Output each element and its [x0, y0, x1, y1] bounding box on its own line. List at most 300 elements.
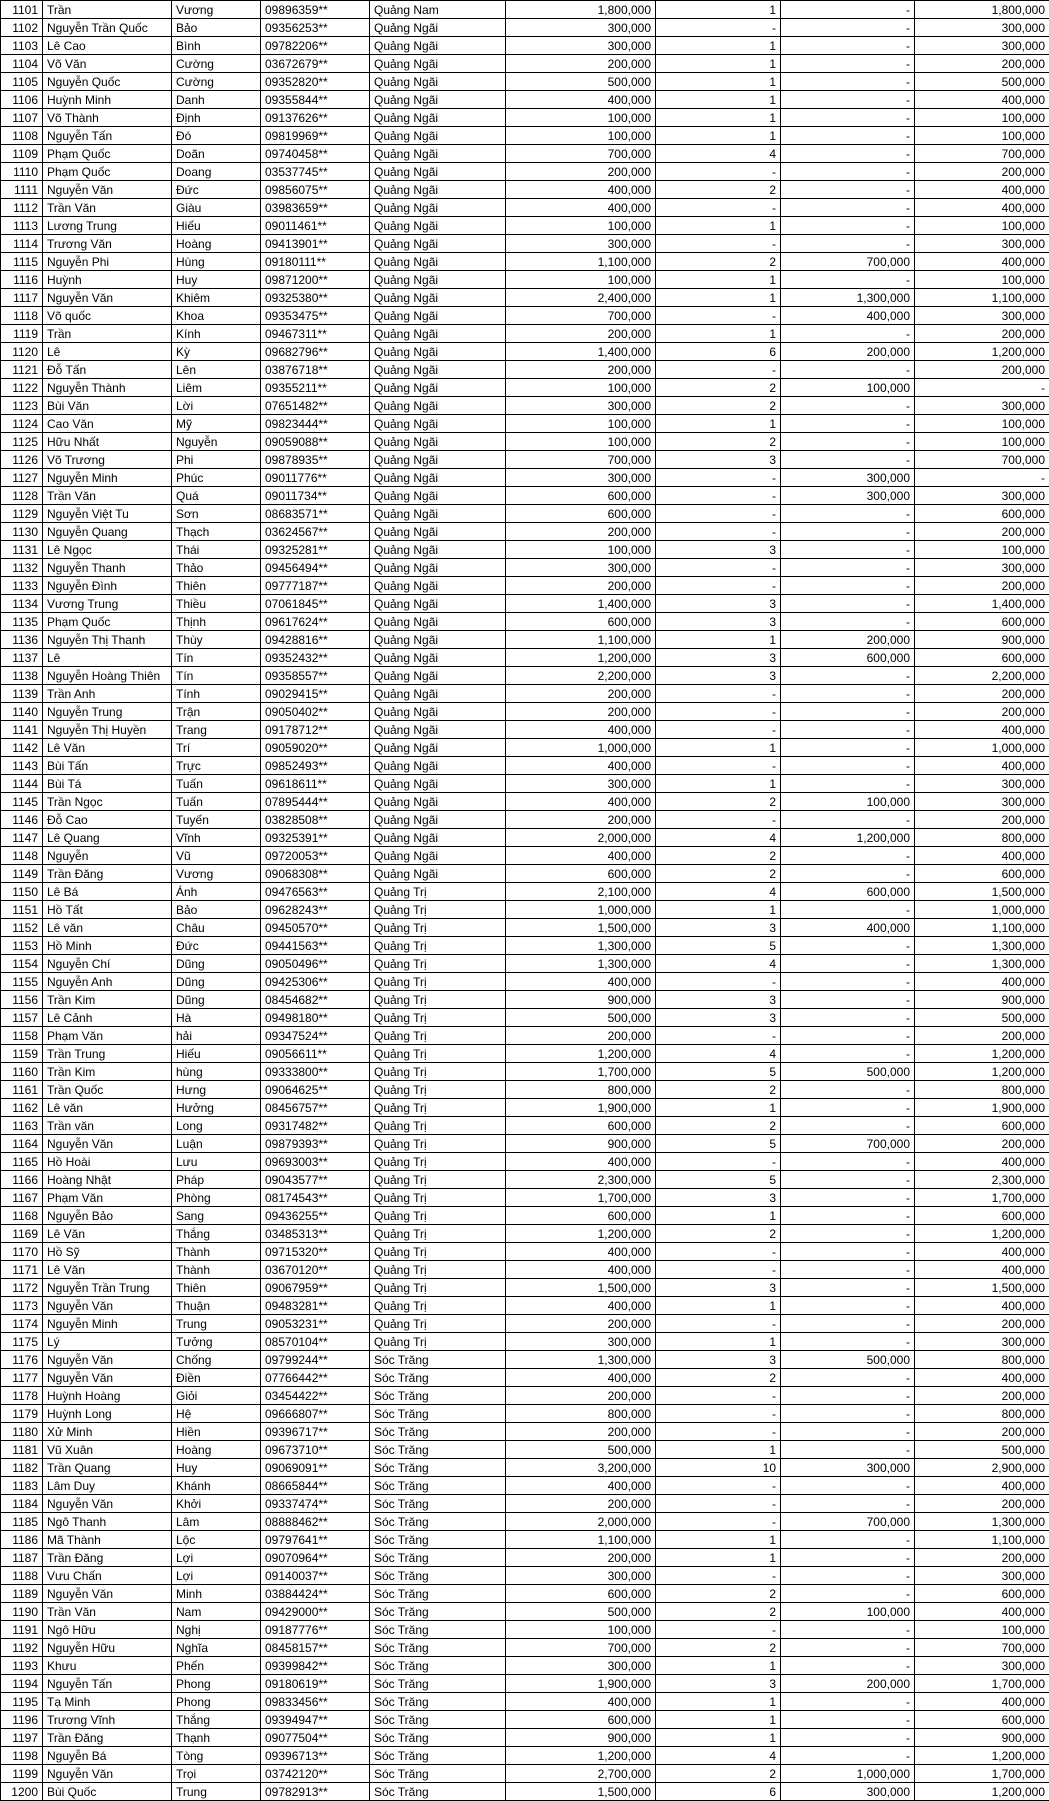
count-cell[interactable]: 2 — [656, 181, 781, 199]
amount-cell[interactable]: 1,400,000 — [506, 343, 656, 361]
count-cell[interactable]: 10 — [656, 1459, 781, 1477]
total-cell[interactable]: 400,000 — [915, 181, 1049, 199]
phone-cell[interactable]: 09856075** — [261, 181, 370, 199]
total-cell[interactable]: 600,000 — [915, 1207, 1049, 1225]
deduction-cell[interactable]: - — [781, 973, 915, 991]
row-number-cell[interactable]: 1164 — [1, 1135, 43, 1153]
province-cell[interactable]: Quảng Trị — [370, 1279, 506, 1297]
count-cell[interactable]: - — [656, 361, 781, 379]
phone-cell[interactable]: 09450570** — [261, 919, 370, 937]
last-middle-name-cell[interactable]: Nguyễn Văn — [43, 1765, 172, 1783]
phone-cell[interactable]: 03670120** — [261, 1261, 370, 1279]
row-number-cell[interactable]: 1190 — [1, 1603, 43, 1621]
amount-cell[interactable]: 2,700,000 — [506, 1765, 656, 1783]
total-cell[interactable]: 800,000 — [915, 1081, 1049, 1099]
count-cell[interactable]: 2 — [656, 793, 781, 811]
deduction-cell[interactable]: 700,000 — [781, 253, 915, 271]
amount-cell[interactable]: 1,700,000 — [506, 1063, 656, 1081]
deduction-cell[interactable]: - — [781, 1333, 915, 1351]
row-number-cell[interactable]: 1105 — [1, 73, 43, 91]
amount-cell[interactable]: 1,500,000 — [506, 1279, 656, 1297]
total-cell[interactable]: 400,000 — [915, 1477, 1049, 1495]
count-cell[interactable]: 1 — [656, 217, 781, 235]
row-number-cell[interactable]: 1131 — [1, 541, 43, 559]
total-cell[interactable]: 200,000 — [915, 1315, 1049, 1333]
last-middle-name-cell[interactable]: Nguyễn Văn — [43, 289, 172, 307]
amount-cell[interactable]: 600,000 — [506, 487, 656, 505]
phone-cell[interactable]: 09682796** — [261, 343, 370, 361]
total-cell[interactable]: 2,300,000 — [915, 1171, 1049, 1189]
count-cell[interactable]: 3 — [656, 667, 781, 685]
count-cell[interactable]: 1 — [656, 739, 781, 757]
phone-cell[interactable]: 09333800** — [261, 1063, 370, 1081]
deduction-cell[interactable]: - — [781, 361, 915, 379]
province-cell[interactable]: Quảng Trị — [370, 1153, 506, 1171]
phone-cell[interactable]: 09317482** — [261, 1117, 370, 1135]
deduction-cell[interactable]: - — [781, 37, 915, 55]
phone-cell[interactable]: 09011461** — [261, 217, 370, 235]
first-name-cell[interactable]: Thiều — [172, 595, 261, 613]
amount-cell[interactable]: 200,000 — [506, 1387, 656, 1405]
deduction-cell[interactable]: 200,000 — [781, 1675, 915, 1693]
province-cell[interactable]: Quảng Trị — [370, 1063, 506, 1081]
amount-cell[interactable]: 1,100,000 — [506, 1531, 656, 1549]
deduction-cell[interactable]: - — [781, 1585, 915, 1603]
phone-cell[interactable]: 09347524** — [261, 1027, 370, 1045]
phone-cell[interactable]: 09140037** — [261, 1567, 370, 1585]
total-cell[interactable]: 300,000 — [915, 1657, 1049, 1675]
deduction-cell[interactable]: - — [781, 1207, 915, 1225]
phone-cell[interactable]: 09180619** — [261, 1675, 370, 1693]
row-number-cell[interactable]: 1166 — [1, 1171, 43, 1189]
first-name-cell[interactable]: Hệ — [172, 1405, 261, 1423]
count-cell[interactable]: - — [656, 1027, 781, 1045]
count-cell[interactable]: 2 — [656, 1603, 781, 1621]
count-cell[interactable]: 1 — [656, 901, 781, 919]
count-cell[interactable]: 2 — [656, 1639, 781, 1657]
total-cell[interactable]: 200,000 — [915, 685, 1049, 703]
province-cell[interactable]: Sóc Trăng — [370, 1693, 506, 1711]
province-cell[interactable]: Quảng Ngãi — [370, 379, 506, 397]
last-middle-name-cell[interactable]: Lâm Duy — [43, 1477, 172, 1495]
first-name-cell[interactable]: Hùng — [172, 253, 261, 271]
last-middle-name-cell[interactable]: Võ Văn — [43, 55, 172, 73]
row-number-cell[interactable]: 1169 — [1, 1225, 43, 1243]
total-cell[interactable]: 1,200,000 — [915, 343, 1049, 361]
last-middle-name-cell[interactable]: Trần — [43, 325, 172, 343]
row-number-cell[interactable]: 1147 — [1, 829, 43, 847]
phone-cell[interactable]: 09396713** — [261, 1747, 370, 1765]
deduction-cell[interactable]: - — [781, 1405, 915, 1423]
deduction-cell[interactable]: 1,000,000 — [781, 1765, 915, 1783]
count-cell[interactable]: 1 — [656, 73, 781, 91]
deduction-cell[interactable]: - — [781, 1423, 915, 1441]
amount-cell[interactable]: 400,000 — [506, 847, 656, 865]
province-cell[interactable]: Sóc Trăng — [370, 1477, 506, 1495]
deduction-cell[interactable]: - — [781, 91, 915, 109]
first-name-cell[interactable]: Hà — [172, 1009, 261, 1027]
last-middle-name-cell[interactable]: Vưu Chấn — [43, 1567, 172, 1585]
count-cell[interactable]: - — [656, 19, 781, 37]
amount-cell[interactable]: 200,000 — [506, 523, 656, 541]
first-name-cell[interactable]: Tính — [172, 685, 261, 703]
total-cell[interactable]: 200,000 — [915, 1387, 1049, 1405]
row-number-cell[interactable]: 1182 — [1, 1459, 43, 1477]
province-cell[interactable]: Quảng Ngãi — [370, 181, 506, 199]
first-name-cell[interactable]: Dũng — [172, 973, 261, 991]
deduction-cell[interactable]: - — [781, 685, 915, 703]
first-name-cell[interactable]: Châu — [172, 919, 261, 937]
last-middle-name-cell[interactable]: Nguyễn Minh — [43, 1315, 172, 1333]
count-cell[interactable]: 1 — [656, 325, 781, 343]
phone-cell[interactable]: 03454422** — [261, 1387, 370, 1405]
province-cell[interactable]: Quảng Trị — [370, 1225, 506, 1243]
last-middle-name-cell[interactable]: Bùi Tá — [43, 775, 172, 793]
amount-cell[interactable]: 200,000 — [506, 1549, 656, 1567]
phone-cell[interactable]: 09355211** — [261, 379, 370, 397]
amount-cell[interactable]: 700,000 — [506, 307, 656, 325]
count-cell[interactable]: 1 — [656, 1099, 781, 1117]
phone-cell[interactable]: 09425306** — [261, 973, 370, 991]
phone-cell[interactable]: 09476563** — [261, 883, 370, 901]
phone-cell[interactable]: 09715320** — [261, 1243, 370, 1261]
province-cell[interactable]: Sóc Trăng — [370, 1549, 506, 1567]
phone-cell[interactable]: 09059020** — [261, 739, 370, 757]
total-cell[interactable]: 200,000 — [915, 1549, 1049, 1567]
count-cell[interactable]: - — [656, 703, 781, 721]
phone-cell[interactable]: 09325281** — [261, 541, 370, 559]
first-name-cell[interactable]: Trang — [172, 721, 261, 739]
count-cell[interactable]: - — [656, 1153, 781, 1171]
last-middle-name-cell[interactable]: Trần Kim — [43, 1063, 172, 1081]
amount-cell[interactable]: 2,000,000 — [506, 1513, 656, 1531]
deduction-cell[interactable]: 100,000 — [781, 379, 915, 397]
phone-cell[interactable]: 03672679** — [261, 55, 370, 73]
amount-cell[interactable]: 300,000 — [506, 559, 656, 577]
amount-cell[interactable]: 100,000 — [506, 127, 656, 145]
row-number-cell[interactable]: 1171 — [1, 1261, 43, 1279]
row-number-cell[interactable]: 1160 — [1, 1063, 43, 1081]
total-cell[interactable]: 200,000 — [915, 55, 1049, 73]
last-middle-name-cell[interactable]: Lê Cảnh — [43, 1009, 172, 1027]
province-cell[interactable]: Sóc Trăng — [370, 1567, 506, 1585]
amount-cell[interactable]: 200,000 — [506, 325, 656, 343]
total-cell[interactable]: 700,000 — [915, 451, 1049, 469]
last-middle-name-cell[interactable]: Tạ Minh — [43, 1693, 172, 1711]
last-middle-name-cell[interactable]: Bùi Văn — [43, 397, 172, 415]
row-number-cell[interactable]: 1125 — [1, 433, 43, 451]
province-cell[interactable]: Sóc Trăng — [370, 1387, 506, 1405]
deduction-cell[interactable]: - — [781, 1045, 915, 1063]
first-name-cell[interactable]: Khoa — [172, 307, 261, 325]
first-name-cell[interactable]: Thuận — [172, 1297, 261, 1315]
deduction-cell[interactable]: - — [781, 667, 915, 685]
first-name-cell[interactable]: Thùy — [172, 631, 261, 649]
total-cell[interactable]: 100,000 — [915, 127, 1049, 145]
total-cell[interactable]: 1,000,000 — [915, 739, 1049, 757]
row-number-cell[interactable]: 1145 — [1, 793, 43, 811]
row-number-cell[interactable]: 1139 — [1, 685, 43, 703]
first-name-cell[interactable]: Đức — [172, 181, 261, 199]
deduction-cell[interactable]: 200,000 — [781, 343, 915, 361]
row-number-cell[interactable]: 1137 — [1, 649, 43, 667]
total-cell[interactable]: 1,000,000 — [915, 901, 1049, 919]
amount-cell[interactable]: 400,000 — [506, 199, 656, 217]
first-name-cell[interactable]: Phúc — [172, 469, 261, 487]
province-cell[interactable]: Sóc Trăng — [370, 1639, 506, 1657]
last-middle-name-cell[interactable]: Ngô Thanh — [43, 1513, 172, 1531]
amount-cell[interactable]: 200,000 — [506, 811, 656, 829]
total-cell[interactable]: 200,000 — [915, 1423, 1049, 1441]
count-cell[interactable]: - — [656, 523, 781, 541]
total-cell[interactable]: 1,300,000 — [915, 937, 1049, 955]
total-cell[interactable]: 2,900,000 — [915, 1459, 1049, 1477]
row-number-cell[interactable]: 1112 — [1, 199, 43, 217]
row-number-cell[interactable]: 1158 — [1, 1027, 43, 1045]
count-cell[interactable]: 3 — [656, 1189, 781, 1207]
deduction-cell[interactable]: - — [781, 721, 915, 739]
first-name-cell[interactable]: Lâm — [172, 1513, 261, 1531]
total-cell[interactable]: 1,200,000 — [915, 1063, 1049, 1081]
phone-cell[interactable]: 09137626** — [261, 109, 370, 127]
row-number-cell[interactable]: 1183 — [1, 1477, 43, 1495]
row-number-cell[interactable]: 1143 — [1, 757, 43, 775]
count-cell[interactable]: 2 — [656, 1585, 781, 1603]
last-middle-name-cell[interactable]: Huỳnh Hoàng — [43, 1387, 172, 1405]
province-cell[interactable]: Quảng Trị — [370, 1261, 506, 1279]
row-number-cell[interactable]: 1115 — [1, 253, 43, 271]
last-middle-name-cell[interactable]: Nguyễn Trần Quốc — [43, 19, 172, 37]
first-name-cell[interactable]: Doang — [172, 163, 261, 181]
row-number-cell[interactable]: 1192 — [1, 1639, 43, 1657]
province-cell[interactable]: Quảng Ngãi — [370, 685, 506, 703]
first-name-cell[interactable]: Lợi — [172, 1549, 261, 1567]
last-middle-name-cell[interactable]: Hồ Minh — [43, 937, 172, 955]
total-cell[interactable]: 400,000 — [915, 1369, 1049, 1387]
deduction-cell[interactable]: - — [781, 1567, 915, 1585]
phone-cell[interactable]: 09740458** — [261, 145, 370, 163]
phone-cell[interactable]: 08570104** — [261, 1333, 370, 1351]
province-cell[interactable]: Quảng Ngãi — [370, 505, 506, 523]
deduction-cell[interactable]: - — [781, 217, 915, 235]
row-number-cell[interactable]: 1138 — [1, 667, 43, 685]
province-cell[interactable]: Sóc Trăng — [370, 1369, 506, 1387]
amount-cell[interactable]: 400,000 — [506, 973, 656, 991]
total-cell[interactable]: 600,000 — [915, 1585, 1049, 1603]
total-cell[interactable]: 100,000 — [915, 109, 1049, 127]
first-name-cell[interactable]: Vương — [172, 865, 261, 883]
amount-cell[interactable]: 400,000 — [506, 1477, 656, 1495]
phone-cell[interactable]: 09498180** — [261, 1009, 370, 1027]
last-middle-name-cell[interactable]: Nguyễn Đình — [43, 577, 172, 595]
first-name-cell[interactable]: Hiếu — [172, 1045, 261, 1063]
amount-cell[interactable]: 200,000 — [506, 685, 656, 703]
last-middle-name-cell[interactable]: Nguyễn Trần Trung — [43, 1279, 172, 1297]
deduction-cell[interactable]: - — [781, 127, 915, 145]
deduction-cell[interactable]: - — [781, 505, 915, 523]
province-cell[interactable]: Sóc Trăng — [370, 1495, 506, 1513]
phone-cell[interactable]: 09068308** — [261, 865, 370, 883]
phone-cell[interactable]: 03876718** — [261, 361, 370, 379]
deduction-cell[interactable]: - — [781, 1693, 915, 1711]
total-cell[interactable]: 400,000 — [915, 973, 1049, 991]
first-name-cell[interactable]: Sơn — [172, 505, 261, 523]
last-middle-name-cell[interactable]: Nguyễn Anh — [43, 973, 172, 991]
phone-cell[interactable]: 09325380** — [261, 289, 370, 307]
deduction-cell[interactable]: - — [781, 325, 915, 343]
first-name-cell[interactable]: Cường — [172, 73, 261, 91]
total-cell[interactable]: 200,000 — [915, 523, 1049, 541]
count-cell[interactable]: - — [656, 1495, 781, 1513]
phone-cell[interactable]: 09878935** — [261, 451, 370, 469]
total-cell[interactable]: 500,000 — [915, 1009, 1049, 1027]
deduction-cell[interactable]: - — [781, 73, 915, 91]
last-middle-name-cell[interactable]: Lê văn — [43, 1099, 172, 1117]
province-cell[interactable]: Sóc Trăng — [370, 1531, 506, 1549]
count-cell[interactable]: 2 — [656, 1765, 781, 1783]
total-cell[interactable]: 600,000 — [915, 865, 1049, 883]
count-cell[interactable]: - — [656, 1513, 781, 1531]
phone-cell[interactable]: 07651482** — [261, 397, 370, 415]
amount-cell[interactable]: 2,400,000 — [506, 289, 656, 307]
deduction-cell[interactable]: 300,000 — [781, 1783, 915, 1801]
phone-cell[interactable]: 08683571** — [261, 505, 370, 523]
row-number-cell[interactable]: 1170 — [1, 1243, 43, 1261]
phone-cell[interactable]: 03624567** — [261, 523, 370, 541]
row-number-cell[interactable]: 1161 — [1, 1081, 43, 1099]
total-cell[interactable]: 1,200,000 — [915, 1783, 1049, 1801]
amount-cell[interactable]: 1,200,000 — [506, 1225, 656, 1243]
amount-cell[interactable]: 500,000 — [506, 1009, 656, 1027]
first-name-cell[interactable]: Giàu — [172, 199, 261, 217]
province-cell[interactable]: Quảng Trị — [370, 1207, 506, 1225]
phone-cell[interactable]: 09053231** — [261, 1315, 370, 1333]
total-cell[interactable]: 300,000 — [915, 1333, 1049, 1351]
last-middle-name-cell[interactable]: Nguyễn Văn — [43, 1297, 172, 1315]
count-cell[interactable]: - — [656, 487, 781, 505]
province-cell[interactable]: Quảng Ngãi — [370, 469, 506, 487]
amount-cell[interactable]: 1,800,000 — [506, 1, 656, 19]
row-number-cell[interactable]: 1180 — [1, 1423, 43, 1441]
amount-cell[interactable]: 1,900,000 — [506, 1099, 656, 1117]
deduction-cell[interactable]: - — [781, 955, 915, 973]
first-name-cell[interactable]: hùng — [172, 1063, 261, 1081]
province-cell[interactable]: Quảng Trị — [370, 1009, 506, 1027]
last-middle-name-cell[interactable]: Trần Văn — [43, 199, 172, 217]
count-cell[interactable]: 4 — [656, 955, 781, 973]
phone-cell[interactable]: 08454682** — [261, 991, 370, 1009]
last-middle-name-cell[interactable]: Võ Thành — [43, 109, 172, 127]
deduction-cell[interactable]: 600,000 — [781, 883, 915, 901]
last-middle-name-cell[interactable]: Đỗ Cao — [43, 811, 172, 829]
deduction-cell[interactable]: 500,000 — [781, 1351, 915, 1369]
deduction-cell[interactable]: - — [781, 1549, 915, 1567]
deduction-cell[interactable]: - — [781, 1153, 915, 1171]
count-cell[interactable]: 5 — [656, 1063, 781, 1081]
phone-cell[interactable]: 03983659** — [261, 199, 370, 217]
phone-cell[interactable]: 09358557** — [261, 667, 370, 685]
phone-cell[interactable]: 09043577** — [261, 1171, 370, 1189]
total-cell[interactable]: 200,000 — [915, 361, 1049, 379]
count-cell[interactable]: 4 — [656, 883, 781, 901]
row-number-cell[interactable]: 1114 — [1, 235, 43, 253]
province-cell[interactable]: Quảng Ngãi — [370, 703, 506, 721]
amount-cell[interactable]: 300,000 — [506, 37, 656, 55]
phone-cell[interactable]: 09666807** — [261, 1405, 370, 1423]
first-name-cell[interactable]: Kỳ — [172, 343, 261, 361]
count-cell[interactable]: 1 — [656, 109, 781, 127]
phone-cell[interactable]: 03742120** — [261, 1765, 370, 1783]
count-cell[interactable]: 1 — [656, 1693, 781, 1711]
deduction-cell[interactable]: - — [781, 433, 915, 451]
phone-cell[interactable]: 09064625** — [261, 1081, 370, 1099]
last-middle-name-cell[interactable]: Nguyễn Quang — [43, 523, 172, 541]
amount-cell[interactable]: 2,300,000 — [506, 1171, 656, 1189]
last-middle-name-cell[interactable]: Lê Ngọc — [43, 541, 172, 559]
province-cell[interactable]: Quảng Ngãi — [370, 235, 506, 253]
last-middle-name-cell[interactable]: Nguyễn Trung — [43, 703, 172, 721]
count-cell[interactable]: - — [656, 973, 781, 991]
count-cell[interactable]: 3 — [656, 595, 781, 613]
province-cell[interactable]: Quảng Trị — [370, 955, 506, 973]
deduction-cell[interactable]: - — [781, 109, 915, 127]
province-cell[interactable]: Quảng Ngãi — [370, 127, 506, 145]
province-cell[interactable]: Quảng Ngãi — [370, 361, 506, 379]
phone-cell[interactable]: 09394947** — [261, 1711, 370, 1729]
deduction-cell[interactable]: - — [781, 1297, 915, 1315]
count-cell[interactable]: 3 — [656, 451, 781, 469]
row-number-cell[interactable]: 1121 — [1, 361, 43, 379]
row-number-cell[interactable]: 1163 — [1, 1117, 43, 1135]
row-number-cell[interactable]: 1104 — [1, 55, 43, 73]
province-cell[interactable]: Quảng Ngãi — [370, 523, 506, 541]
count-cell[interactable]: 3 — [656, 649, 781, 667]
row-number-cell[interactable]: 1179 — [1, 1405, 43, 1423]
phone-cell[interactable]: 09011734** — [261, 487, 370, 505]
count-cell[interactable]: 1 — [656, 1333, 781, 1351]
province-cell[interactable]: Quảng Ngãi — [370, 199, 506, 217]
deduction-cell[interactable]: - — [781, 1639, 915, 1657]
amount-cell[interactable]: 1,200,000 — [506, 649, 656, 667]
first-name-cell[interactable]: Kính — [172, 325, 261, 343]
row-number-cell[interactable]: 1157 — [1, 1009, 43, 1027]
total-cell[interactable]: 900,000 — [915, 991, 1049, 1009]
province-cell[interactable]: Quảng Ngãi — [370, 451, 506, 469]
row-number-cell[interactable]: 1167 — [1, 1189, 43, 1207]
last-middle-name-cell[interactable]: Vương Trung — [43, 595, 172, 613]
last-middle-name-cell[interactable]: Võ quốc — [43, 307, 172, 325]
row-number-cell[interactable]: 1150 — [1, 883, 43, 901]
row-number-cell[interactable]: 1195 — [1, 1693, 43, 1711]
total-cell[interactable]: 300,000 — [915, 487, 1049, 505]
total-cell[interactable]: 100,000 — [915, 433, 1049, 451]
first-name-cell[interactable]: Tín — [172, 649, 261, 667]
count-cell[interactable]: - — [656, 685, 781, 703]
phone-cell[interactable]: 09823444** — [261, 415, 370, 433]
last-middle-name-cell[interactable]: Ngô Hữu — [43, 1621, 172, 1639]
total-cell[interactable]: 400,000 — [915, 757, 1049, 775]
last-middle-name-cell[interactable]: Bùi Tấn — [43, 757, 172, 775]
last-middle-name-cell[interactable]: Trần Trung — [43, 1045, 172, 1063]
first-name-cell[interactable]: Trung — [172, 1315, 261, 1333]
total-cell[interactable]: 300,000 — [915, 235, 1049, 253]
deduction-cell[interactable]: - — [781, 397, 915, 415]
amount-cell[interactable]: 400,000 — [506, 1297, 656, 1315]
amount-cell[interactable]: 400,000 — [506, 721, 656, 739]
amount-cell[interactable]: 900,000 — [506, 991, 656, 1009]
last-middle-name-cell[interactable]: Hoàng Nhật — [43, 1171, 172, 1189]
deduction-cell[interactable]: - — [781, 451, 915, 469]
